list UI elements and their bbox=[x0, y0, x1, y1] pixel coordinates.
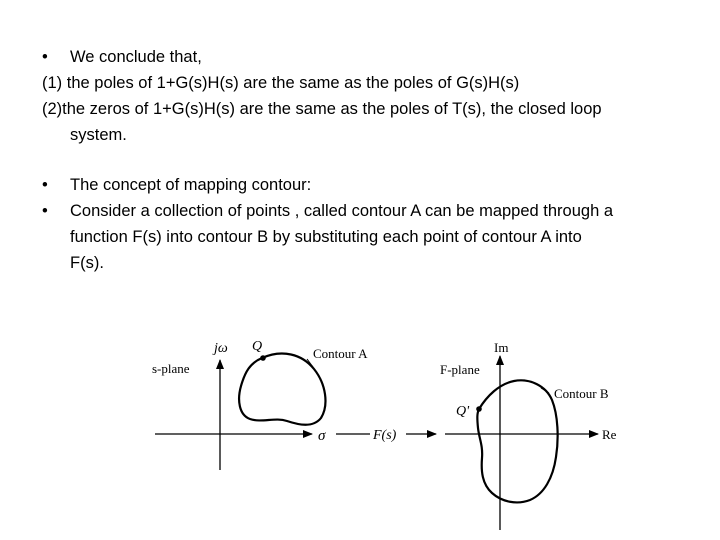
bullet-text: We conclude that, bbox=[70, 48, 202, 66]
point-q bbox=[260, 355, 266, 361]
bullet-text: Consider a collection of points , called contour A can be mapped through a bbox=[70, 202, 614, 220]
sigma-label: σ bbox=[318, 428, 326, 444]
contour-b-label: Contour B bbox=[554, 386, 609, 401]
q-prime-label: Q' bbox=[456, 404, 470, 419]
bullet-continuation: F(s). bbox=[70, 254, 104, 272]
re-label: Re bbox=[602, 427, 617, 442]
point-q-prime bbox=[476, 406, 482, 412]
mapping-label: F(s) bbox=[373, 428, 397, 443]
point-2-line-2: system. bbox=[70, 126, 127, 144]
bullet-marker: • bbox=[42, 202, 48, 220]
point-1: (1) the poles of 1+G(s)H(s) are the same as the poles of G(s)H(s) bbox=[42, 74, 520, 92]
bullet-continuation: function F(s) into contour B by substituting each point of contour A into bbox=[70, 228, 582, 246]
s-plane-label: s-plane bbox=[152, 361, 190, 376]
point-2-line-1: (2)the zeros of 1+G(s)H(s) are the same as the poles of T(s), the closed loop bbox=[42, 100, 602, 118]
bullet-marker: • bbox=[42, 48, 48, 66]
contour-a bbox=[239, 354, 325, 425]
bullet-marker: • bbox=[42, 176, 48, 194]
jw-label: jω bbox=[214, 341, 228, 356]
contour-b bbox=[477, 380, 557, 502]
bullet-text: The concept of mapping contour: bbox=[70, 176, 312, 194]
contour-a-label: Contour A bbox=[313, 346, 368, 361]
f-plane-label: F-plane bbox=[440, 362, 480, 377]
im-label: Im bbox=[494, 340, 509, 355]
q-label: Q bbox=[252, 339, 263, 354]
